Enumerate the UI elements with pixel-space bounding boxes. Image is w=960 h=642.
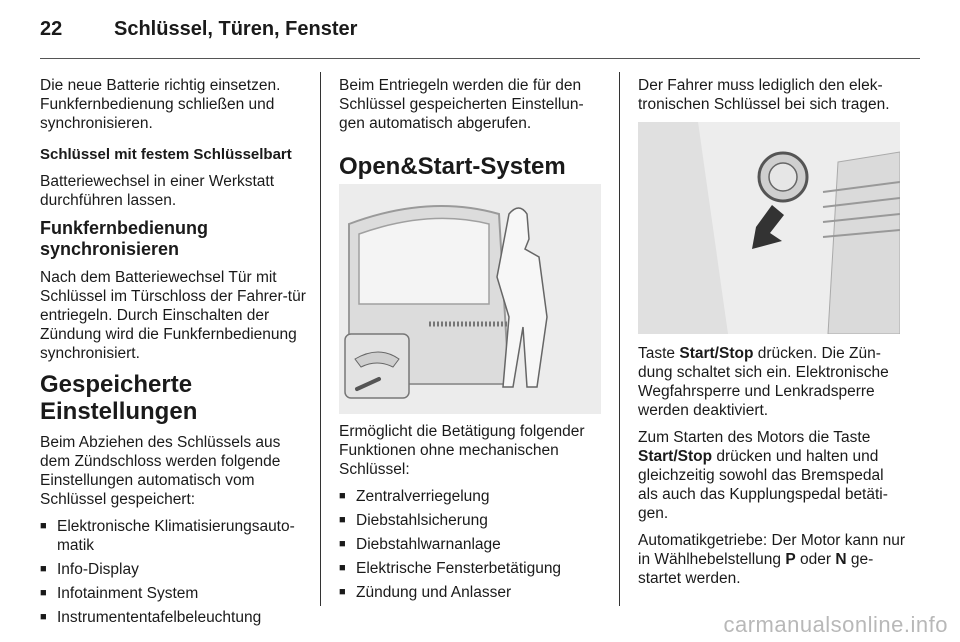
heading-fixed-key: Schlüssel mit festem Schlüsselbart bbox=[40, 146, 292, 163]
page-title: Schlüssel, Türen, Fenster bbox=[114, 18, 358, 40]
column-divider bbox=[619, 72, 620, 606]
paragraph: Beim Abziehen des Schlüssels aus dem Zündschloss werden folgende Einstellungen automatisch vom Schlüssel gespeichert: bbox=[40, 434, 281, 508]
text-run: Zum Starten des Motors die Taste bbox=[638, 429, 871, 446]
column-3 bbox=[638, 76, 906, 596]
paragraph-engine-start bbox=[638, 428, 906, 523]
open-start-functions-list bbox=[339, 487, 605, 602]
list-item: ■ Infotainment System bbox=[40, 584, 308, 603]
header-rule bbox=[40, 58, 920, 59]
heading-remote-sync: Funkfernbedienung synchronisieren bbox=[40, 218, 208, 259]
column-1 bbox=[40, 76, 308, 632]
bold-run: Start/Stop bbox=[638, 448, 713, 465]
list-item: ■ Zündung und Anlasser bbox=[339, 583, 605, 602]
list-item: ■ Elektronische Klimatisierungsauto-matik bbox=[40, 517, 308, 555]
heading-open-start: Open&Start-System bbox=[339, 153, 566, 180]
text-run: ge-startet werden. bbox=[638, 551, 874, 587]
saved-settings-list bbox=[40, 517, 308, 627]
paragraph: Nach dem Batteriewechsel Tür mit Schlüssel im Türschloss der Fahrer-tür entriegeln. Durch Einschalten der Zündung wird die Funkfernbedienung synchronisiert. bbox=[40, 269, 306, 362]
list-item: ■ Diebstahlwarnanlage bbox=[339, 535, 605, 554]
list-item: ■ Info-Display bbox=[40, 560, 308, 579]
start-stop-button-illustration bbox=[638, 122, 900, 334]
paragraph: Ermöglicht die Betätigung folgender Funktionen ohne mechanischen Schlüssel: bbox=[339, 423, 585, 478]
text-run: Automatikgetriebe: Der Motor kann nur in Wählhebelstellung bbox=[638, 532, 906, 568]
car-door-illustration bbox=[339, 184, 601, 414]
list-item: ■ Elektrische Fensterbetätigung bbox=[339, 559, 605, 578]
paragraph-start-stop bbox=[638, 344, 906, 420]
text-run: Taste bbox=[638, 345, 680, 362]
page-number: 22 bbox=[40, 18, 63, 40]
bold-run: Start/Stop bbox=[679, 345, 754, 362]
watermark: carmanualsonline.info bbox=[723, 612, 948, 637]
bold-run: N bbox=[835, 551, 847, 568]
list-item: ■ Instrumententafelbeleuchtung bbox=[40, 608, 308, 627]
page-header bbox=[40, 18, 357, 48]
text-run: drücken. Die Zün-dung schaltet sich ein. Elektronische Wegfahrsperre und Lenkradsperre werden deaktiviert. bbox=[638, 345, 889, 419]
list-item: ■ Zentralverriegelung bbox=[339, 487, 605, 506]
column-divider bbox=[320, 72, 321, 606]
heading-saved-settings: Gespeicherte Einstellungen bbox=[40, 371, 198, 425]
text-run: oder bbox=[795, 551, 836, 568]
column-2 bbox=[339, 76, 605, 607]
paragraph: Beim Entriegeln werden die für den Schlüssel gespeicherten Einstellun-gen automatisch abgerufen. bbox=[339, 77, 584, 132]
paragraph: Die neue Batterie richtig einsetzen. Funkfernbedienung schließen und synchronisieren. bbox=[40, 77, 281, 132]
paragraph-automatic bbox=[638, 531, 906, 588]
text-run: drücken und halten und gleichzeitig sowohl das Bremspedal als auch das Kupplungspedal betäti-gen. bbox=[638, 448, 888, 522]
paragraph: Batteriewechsel in einer Werkstatt durchführen lassen. bbox=[40, 173, 275, 209]
paragraph: Der Fahrer muss lediglich den elek-tronischen Schlüssel bei sich tragen. bbox=[638, 77, 890, 113]
bold-run: P bbox=[785, 551, 796, 568]
list-item: ■ Diebstahlsicherung bbox=[339, 511, 605, 530]
